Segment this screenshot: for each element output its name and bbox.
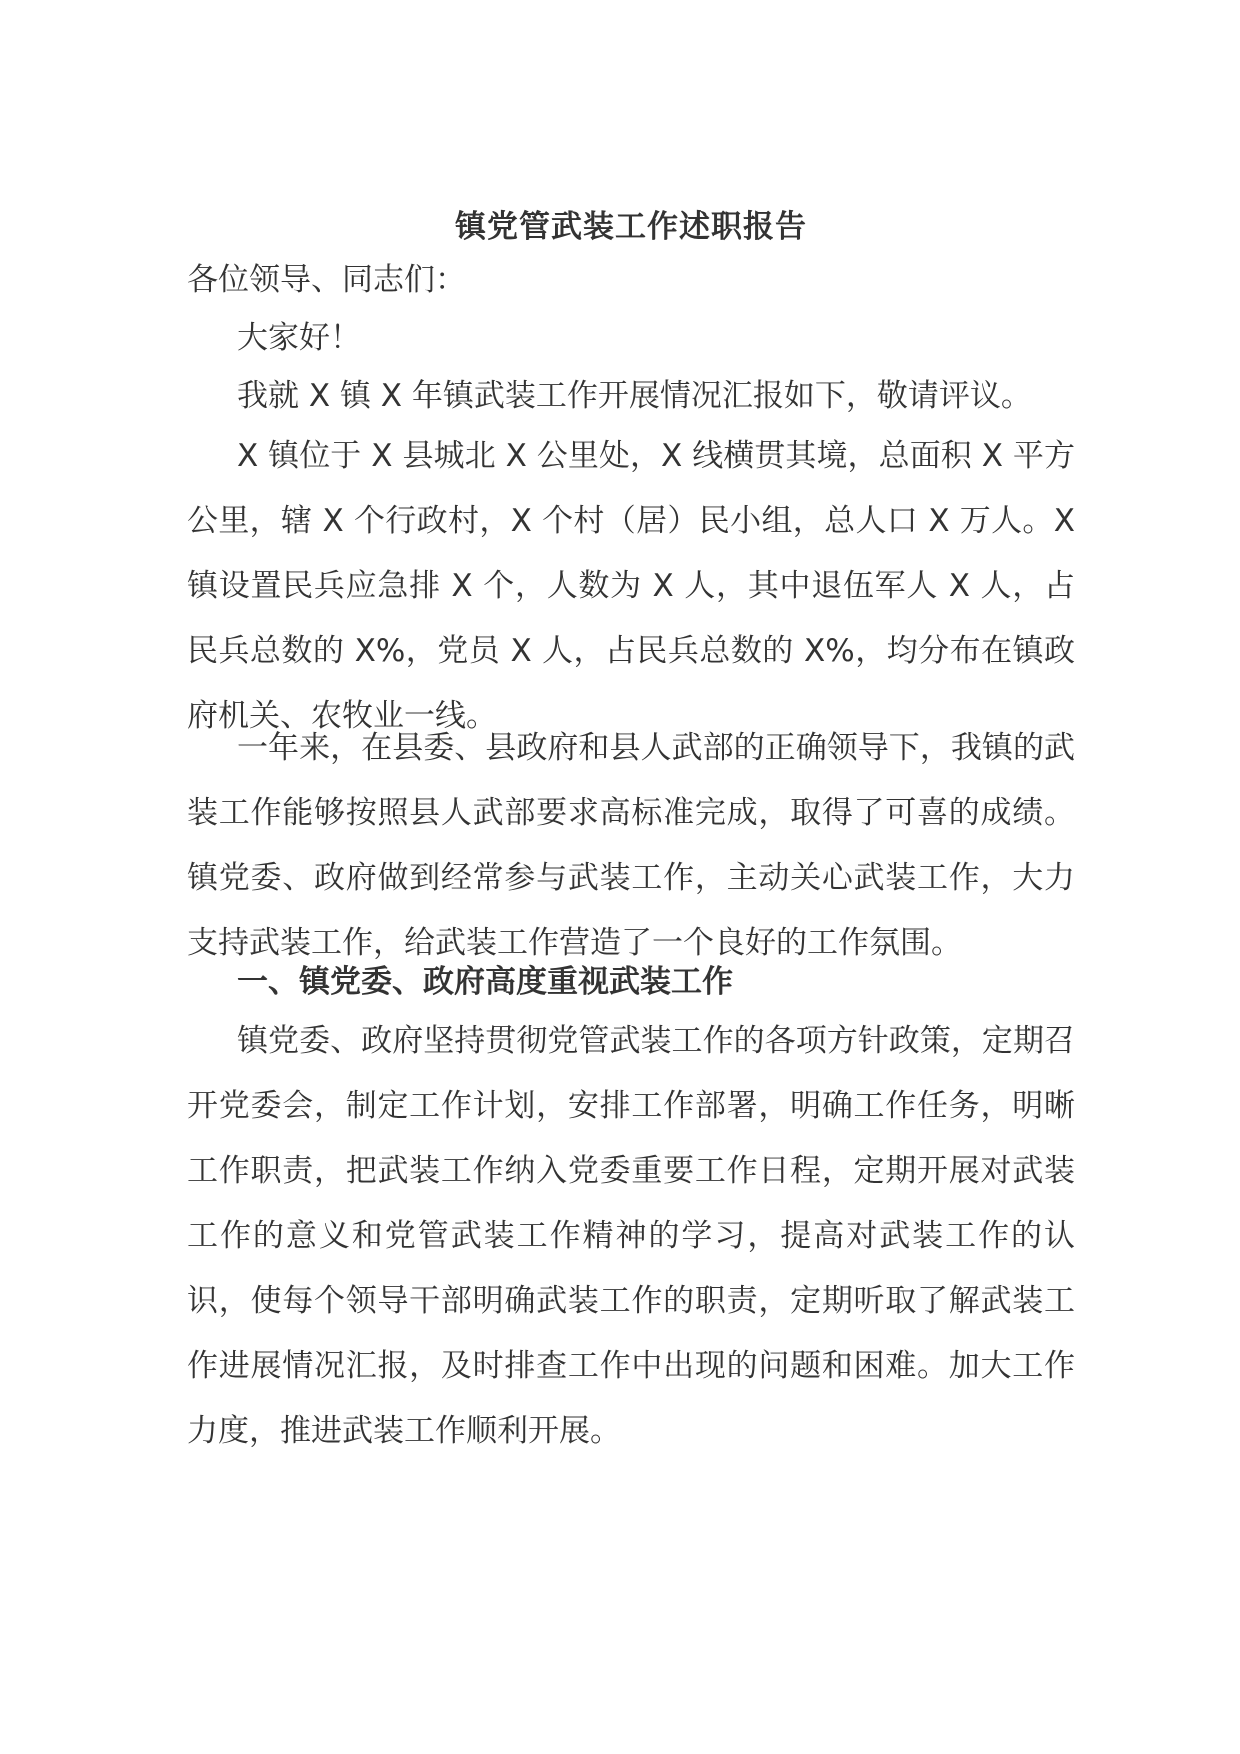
greeting: 大家好！ <box>237 320 361 356</box>
salutation: 各位领导、同志们： <box>187 262 466 298</box>
section-1-body: 镇党委、政府坚持贯彻党管武装工作的各项方针政策，定期召开党委会，制定工作计划，安排工作部署，明确工作任务，明晰工作职责，把武装工作纳入党委重要工作日程，定期开展对武装工作的意义和党管武装工作精神的学习，提高对武装工作的认识，使每个领导干部明确武装工作的职责，定期听取了解武装工作进展情况汇报，及时排查工作中出现的问题和困难。加大工作力度，推进武装工作顺利开展。 <box>187 1023 1075 1449</box>
summary-paragraph: 一年来，在县委、县政府和县人武部的正确领导下，我镇的武装工作能够按照县人武部要求高标准完成，取得了可喜的成绩。镇党委、政府做到经常参与武装工作，主动关心武装工作，大力支持武装工作，给武装工作营造了一个良好的工作氛围。 <box>187 730 1075 961</box>
section-heading-1: 一、镇党委、政府高度重视武装工作 <box>237 964 733 1000</box>
overview-paragraph: X 镇位于 X 县城北 X 公里处，X 线横贯其境，总面积 X 平方公里，辖 X 个行政村，X 个村（居）民小组，总人口 X 万人。X 镇设置民兵应急排 X 个，人数为 X 人，其中退伍军人 X 人，占民兵总数的 X%，党员 X 人，占民兵总数的 X%，均分布在镇政府机关、农牧业一线。 <box>187 438 1075 734</box>
intro-paragraph: 我就 X 镇 X 年镇武装工作开展情况汇报如下，敬请评议。 <box>237 378 1032 414</box>
document-title: 镇党管武装工作述职报告 <box>455 209 807 245</box>
